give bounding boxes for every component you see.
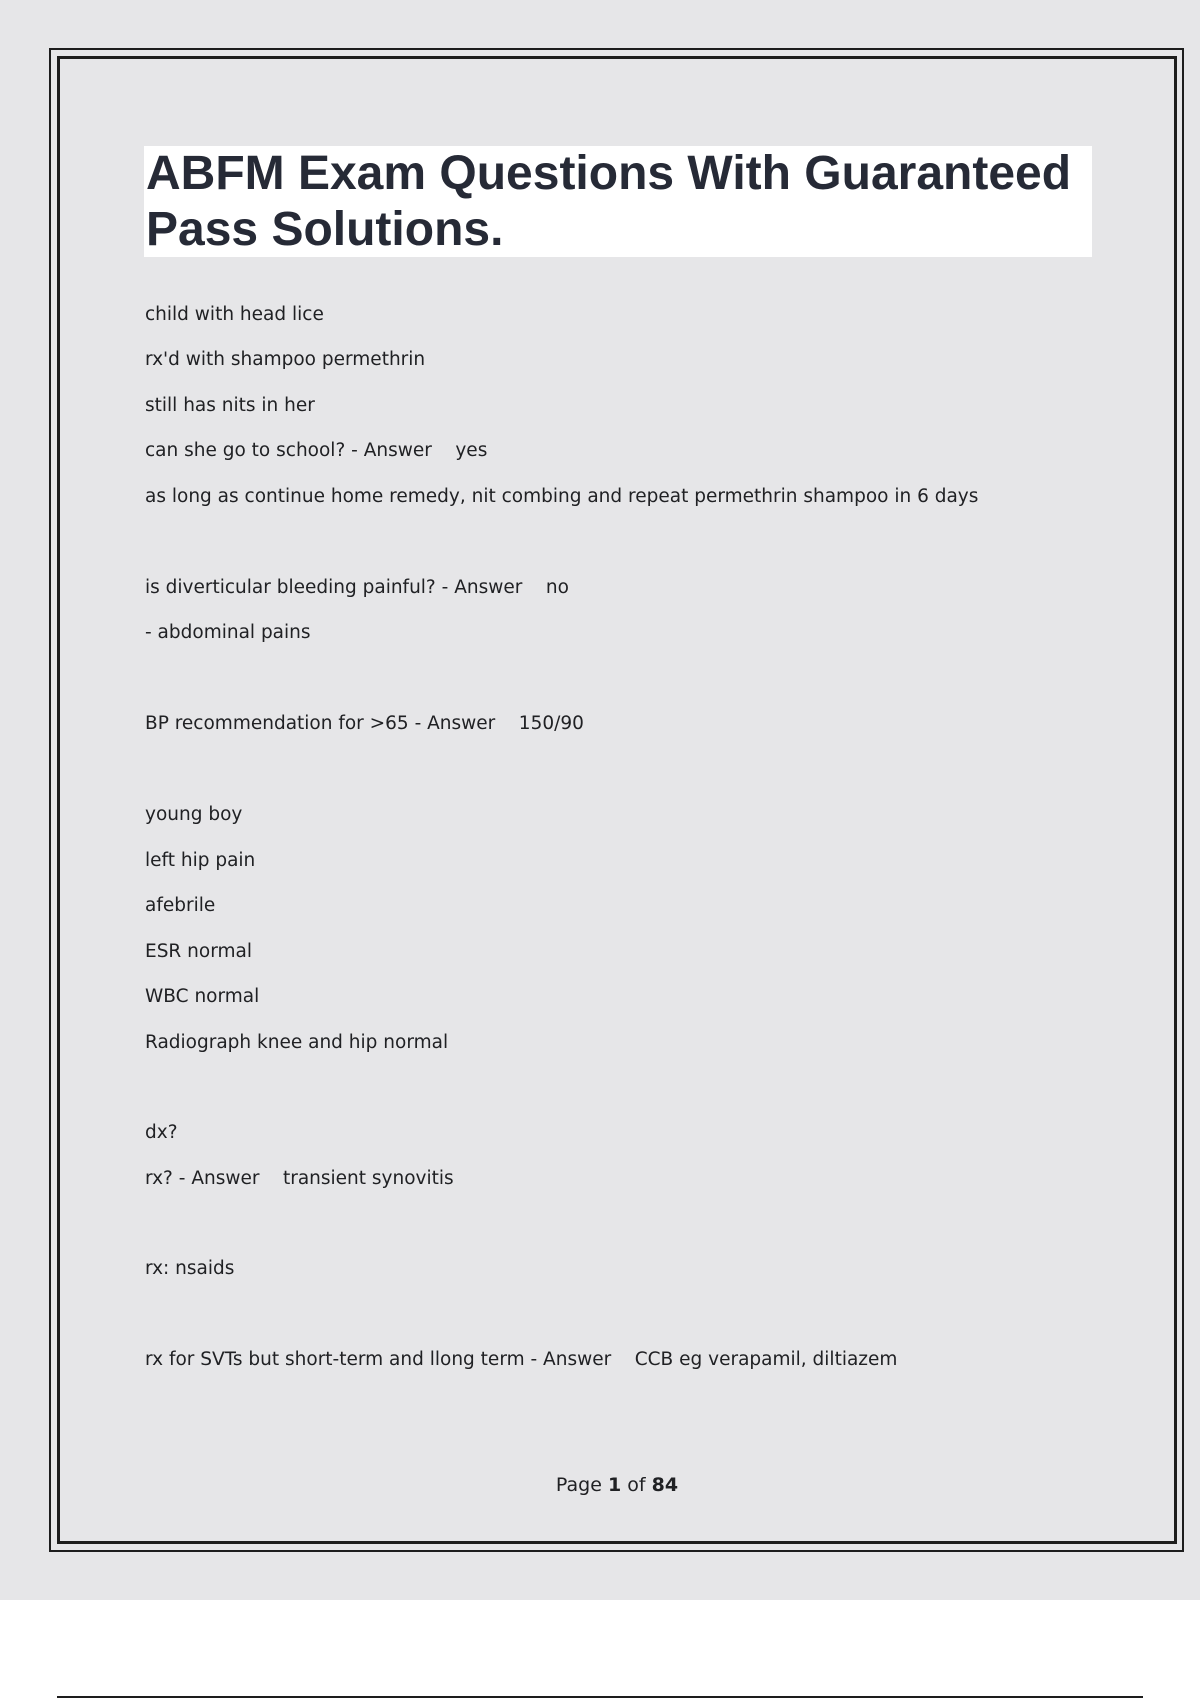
text-line: still has nits in her: [145, 395, 315, 416]
of-word: of: [627, 1474, 646, 1496]
text-line: rx? - Answer transient synovitis: [145, 1168, 454, 1189]
text-line: rx for SVTs but short-term and llong term - Answer CCB eg verapamil, diltiazem: [145, 1349, 898, 1370]
page-number: [0, 1474, 1200, 1496]
current-page-number: 1: [607, 1474, 622, 1496]
next-page-top-rule: [57, 1696, 1143, 1698]
document-title: ABFM Exam Questions With Guaranteed Pass Solutions.: [146, 147, 1072, 256]
text-line: rx'd with shampoo permethrin: [145, 349, 426, 370]
total-pages-number: 84: [651, 1474, 679, 1496]
text-line: ESR normal: [145, 941, 252, 962]
text-line: Radiograph knee and hip normal: [145, 1032, 449, 1053]
page-word: Page: [555, 1474, 602, 1496]
text-line: afebrile: [145, 895, 216, 916]
text-line: as long as continue home remedy, nit combing and repeat permethrin shampoo in 6 days: [145, 486, 979, 507]
text-line: is diverticular bleeding painful? - Answer no: [145, 577, 569, 598]
text-line: left hip pain: [145, 850, 256, 871]
text-line: WBC normal: [145, 986, 260, 1007]
text-line: child with head lice: [145, 304, 324, 325]
text-line: - abdominal pains: [145, 622, 311, 643]
text-line: can she go to school? - Answer yes: [145, 440, 488, 461]
page-border-inner: [57, 56, 1177, 1544]
text-line: rx: nsaids: [145, 1258, 235, 1279]
text-line: young boy: [145, 804, 243, 825]
text-line: BP recommendation for >65 - Answer 150/90: [145, 713, 584, 734]
text-line: dx?: [145, 1122, 178, 1143]
